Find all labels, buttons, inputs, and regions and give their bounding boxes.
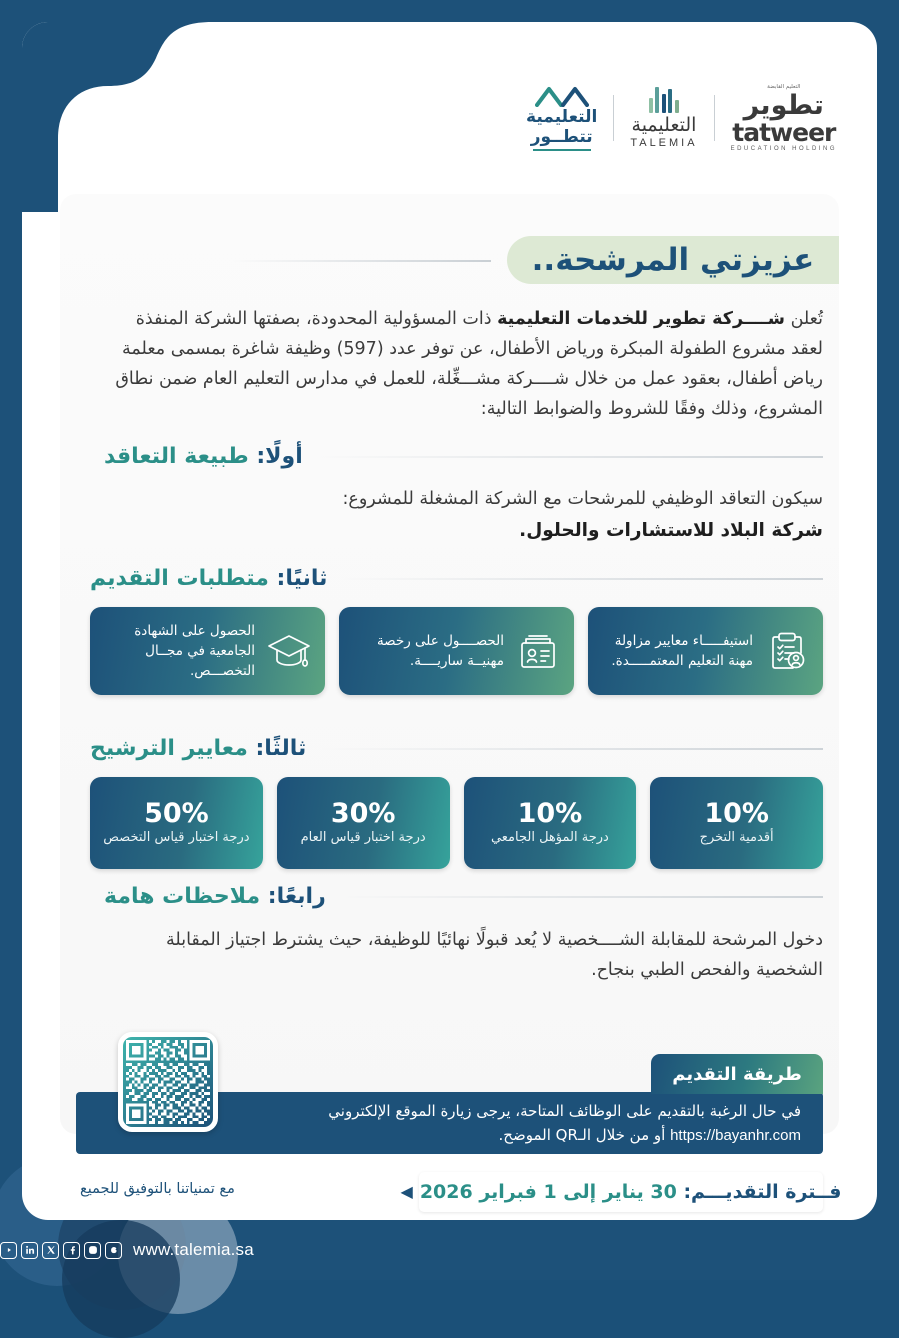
logo-talemia [630,87,697,149]
criteria-card [90,777,263,869]
section4-heading [104,884,823,909]
logo-tpl-underline [533,149,591,151]
social-links [0,1242,122,1259]
date-bar [76,1172,842,1212]
logo-talemia-arabic: التعليمية [631,114,697,136]
apply-url[interactable]: https://bayanhr.com [670,1126,801,1144]
section2-rule [341,578,823,580]
section4-title: ملاحظات هامة [104,884,261,909]
section4-text: دخول المرشحة للمقابلة الشــــخصية لا يُعد قبولًا نهائيًا للوظيفة، حيث يشترط اجتياز المقابلة الشخصية والفحص الطبي بنجاح. [166,930,823,981]
graduation-cap-icon [265,627,313,675]
instagram-icon[interactable] [84,1242,101,1259]
footer [0,1220,899,1280]
requirement-card-text: الحصــــول على رخصة مهنيــة ساريــــة. [376,632,504,669]
youtube-icon[interactable] [0,1242,17,1259]
criteria-percent: 10% [517,797,583,829]
intro-bold: شــــركة تطوير للخدمات التعليمية [497,309,785,329]
talemia-bars-icon [649,87,679,113]
criteria-card-row [90,777,823,869]
poster-card [22,22,877,1220]
section2-ordinal: ثانيًا: [276,566,328,591]
greeting-rule [233,260,491,262]
section1-ordinal: أولًا: [256,444,303,469]
requirement-card [339,607,574,695]
requirement-card [90,607,325,695]
logo-talemia-tataweer [526,85,597,152]
apply-method-badge [651,1054,823,1094]
logo-tatweer-latin: tatweer [732,118,836,147]
section-requirements [90,566,823,695]
greeting-text: عزيزتي المرشحة.. [531,242,815,278]
criteria-label: أقدمية التخرج [699,829,774,845]
section-contract-nature [104,444,823,547]
wish-text: مع تمنياتنا بالتوفيق للجميع [80,1181,235,1197]
logo-tatweer-tiny: التعليم القابضة [767,84,801,90]
chevron-mark-icon [535,85,589,107]
qr-code[interactable] [118,1032,218,1132]
section4-ordinal: رابعًا: [267,884,326,909]
x-icon[interactable] [42,1242,59,1259]
section1-text: سيكون التعاقد الوظيفي للمرشحات مع الشركة المشغلة للمشروع: [342,489,823,509]
section3-title: معايير الترشيح [90,736,248,761]
requirement-card-text: الحصول على الشهادة الجامعية في مجــال التخصـــص. [134,622,255,680]
section3-rule [320,748,823,750]
logo-tatweer-subtitle: EDUCATION HOLDING [730,146,837,152]
threads-icon[interactable] [105,1242,122,1259]
arrow-left-icon: ◀ [400,1182,413,1201]
apply-line2-before: أو من خلال الـ [577,1125,671,1144]
section2-heading [90,566,823,591]
clipboard-check-icon [763,627,811,675]
section1-company: شركة البلاد للاستشارات والحلول. [519,519,823,541]
apply-block [76,1054,823,1154]
criteria-card [650,777,823,869]
logo-tatweer-arabic: تطوير [743,90,824,121]
requirement-card-text: استيفـــــاء معايير مزاولة مهنة التعليم المعتمـــــدة. [611,632,753,669]
date-range: 30 يناير إلى 1 فبراير 2026 [419,1181,677,1203]
linkedin-icon[interactable] [21,1242,38,1259]
intro-paragraph [104,304,823,424]
criteria-percent: 50% [144,797,209,829]
section3-heading [90,736,823,761]
requirement-card-row [90,607,823,695]
criteria-card [277,777,450,869]
date-prefix: فــترة التقديـــم: [683,1181,842,1203]
section4-rule [340,896,823,898]
section-important-notes [104,884,823,985]
application-period-pill [400,1172,842,1212]
criteria-card [464,777,637,869]
apply-qr-word: QR [555,1125,578,1144]
logo-tatweer [731,84,837,152]
apply-line1: في حال الرغبة بالتقديم على الوظائف المتاحة، يرجى زيارة الموقع الإلكتروني [328,1101,801,1120]
section1-title: طبيعة التعاقد [104,444,249,469]
section1-heading [104,444,823,469]
corner-curve-decoration [22,22,212,212]
criteria-percent: 30% [330,797,396,829]
logo-tpl-line2: تتطــور [530,126,593,147]
facebook-icon[interactable] [63,1242,80,1259]
license-card-icon [514,627,562,675]
logo-row [422,80,837,156]
criteria-label: درجة اختبار قياس التخصص [103,829,250,845]
logo-tpl-line1: التعليمية [526,106,598,127]
intro-after: ذات المسؤولية المحدودة، بصفتها الشركة المنفذة لعقد مشروع الطفولة المبكرة ورياض الأطفال، عن توفر عدد (597) وظيفة شاغرة بمسمى معلمة رياض أطفال، بعقود عمل من خلال شــــركة مشـــغِّلة، للعمل في مدارس التعليم العام ضمن نطاق المشروع، وذلك وفقًا للشروط والضوابط التالية: [115,309,823,420]
criteria-label: درجة اختبار قياس العام [300,829,426,845]
section2-title: متطلبات التقديم [90,566,269,591]
qr-code-image [126,1040,210,1124]
content-panel [60,194,842,1203]
logo-divider [714,95,715,141]
apply-badge-label: طريقة التقديم [672,1063,802,1085]
intro-before: تُعلن [785,309,823,329]
section1-rule [317,456,823,458]
criteria-label: درجة المؤهل الجامعي [490,829,609,845]
website-url[interactable]: www.talemia.sa [133,1240,254,1259]
criteria-percent: 10% [704,797,769,829]
apply-line2-after: الموضح. [498,1125,556,1144]
logo-divider [613,95,614,141]
section-nomination-criteria [90,736,823,869]
greeting-banner [507,236,839,284]
logo-talemia-latin: TALEMIA [630,137,698,149]
requirement-card [588,607,823,695]
section3-ordinal: ثالثًا: [255,736,307,761]
